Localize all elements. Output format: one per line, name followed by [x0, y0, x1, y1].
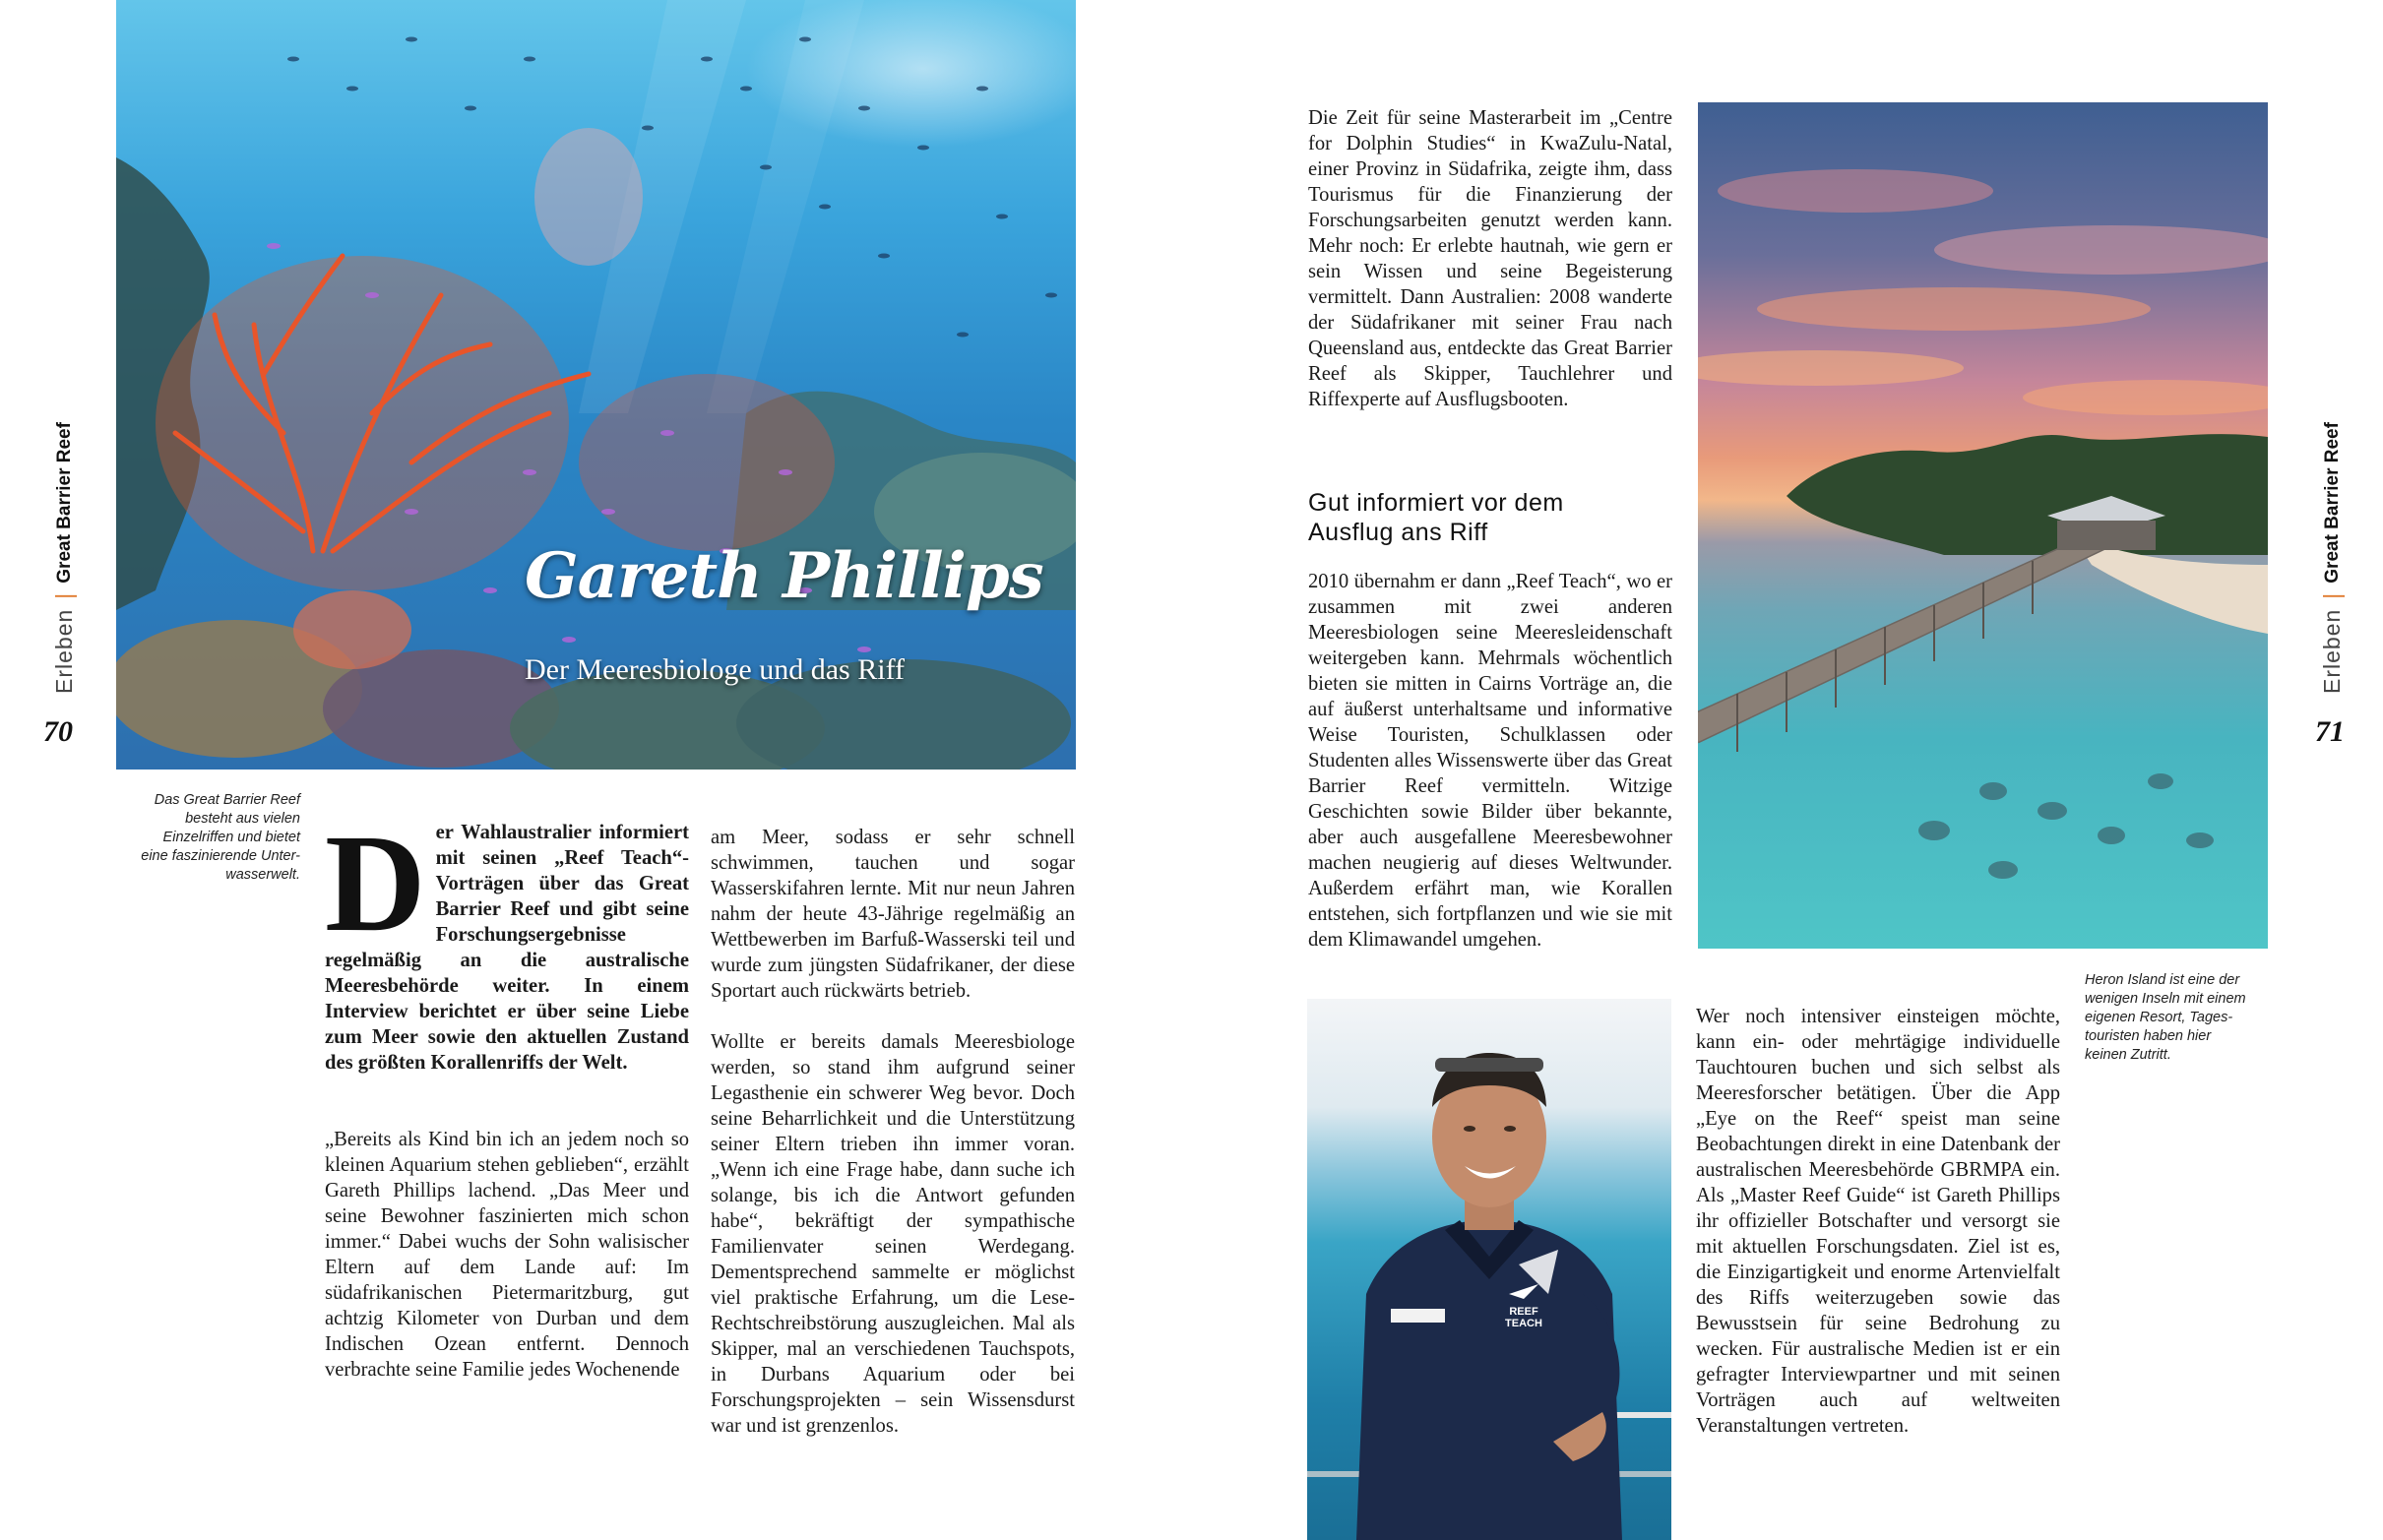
coral-reef-photo [116, 0, 1076, 770]
article-column-3b [1308, 569, 1672, 953]
paragraph: „Bereits als Kind bin ich an jedem noch so kleinen Aquarium stehen geblieben“, erzählt Gareth Phillips lachend. „Das Meer und seine Bewohner faszinierten mich schon immer.“ Dabei wuchs der Sohn walisischer Eltern auf dem Lande auf: Im südafrikanischen Pietermaritzburg, gut achtzig Kilometer von Durban und dem Indischen Ozean entfernt. Dennoch verbrachte seine Familie jedes Wochenende [325, 1129, 689, 1381]
right-section-tab [2319, 422, 2346, 694]
section-label: Erleben [2319, 608, 2345, 694]
topic-label: Great Barrier Reef [2321, 422, 2343, 584]
reef-photo-caption: Das Great Barrier Reef besteht aus vielen Einzelriffen und bietet eine faszinierende Unter- wasserwelt. [141, 792, 300, 883]
paragraph: Die Zeit für seine Masterarbeit im „Centre for Dolphin Studies“ in KwaZulu-Natal, einer Provinz in Südafrika, zeigte ihm, dass Tourismus für die Finanzierung der Forschungsarbeiten genutzt werden kann. Mehr noch: Er erlebte hautnah, wie gern er sein Wissen und seine Begeisterung vermittelt. Dann Australien: 2008 wanderte der Südafrikaner mit seiner Frau nach Queensland aus, entdeckte das Great Barrier Reef als Skipper, Tauchlehrer und Riffexperte auf Ausflugsbooten. [1308, 107, 1672, 410]
heron-island-photo [1698, 102, 2268, 949]
paragraph: am Meer, sodass er sehr schnell schwimmen, tauchen und sogar Wasserskifahren lernte. Mit nur neun Jahren nahm der heute 43-Jährige regelmäßig an Wettbewerben im Barfuß-Wasserski teil und wurde zum jüngsten Südafrikaner, der diese Sportart auch rückwärts betrieb. [711, 827, 1075, 1002]
paragraph: Wollte er bereits damals Meeresbiologe werden, so stand ihm aufgrund seiner Legasthenie ein schwerer Weg bevor. Doch seine Beharrlichkeit und die Unterstützung seiner Eltern trieben ihn immer voran. „Wenn ich eine Frage habe, dann suche ich solange, bis ich die Antwort gefunden habe“, bekräftigt der sympathische Familienvater seinen Werdegang. Dementsprechend sammelte er möglichst viel praktische Erfahrung, um die Lese-Rechtschreibstörung auszugleichen. Mal als Skipper, mal an verschiedenen Tauchspots, in Durbans Aquarium oder bei Forschungsprojekten – sein Wissensdurst war und ist grenzenlos. [711, 1031, 1075, 1437]
shirt-logo: REEF TEACH [1505, 1306, 1542, 1329]
topic-label: Great Barrier Reef [53, 422, 75, 584]
left-section-tab [51, 422, 78, 694]
section-label: Erleben [51, 608, 77, 694]
portrait-illustration [1307, 999, 1671, 1540]
article-column-3 [1308, 105, 1672, 412]
hero-title: Gareth Phillips [525, 539, 1043, 613]
section-divider: | [2319, 592, 2345, 599]
section-heading: Gut informiert vor dem Ausflug ans Riff [1308, 489, 1564, 546]
paragraph: 2010 übernahm er dann „Reef Teach“, wo er zusammen mit zwei anderen Meeresbiologen seine Meeresleidenschaft weitergeben kann. Mehrmals wöchentlich bieten sie mitten in Cairns Vorträge an, die auf äußerst unterhaltsame und informative Weise Touristen, Schulklassen oder Studenten alles Wissenswerte über das Great Barrier Reef vermitteln. Witzige Geschichten sowie Bilder über bekannte, aber auch ausgefallene Meeresbewohner machen neugierig auf dieses Weltwunder. Außerdem erfährt man, wie Korallen entstehen, sich fortpflanzen und wie sie mit dem Klimawandel umgehen. [1308, 571, 1672, 951]
section-divider: | [51, 592, 77, 599]
page-number-right: 71 [2315, 715, 2345, 748]
heron-illustration [1698, 102, 2268, 949]
gareth-phillips-portrait [1307, 999, 1671, 1540]
paragraph: Wer noch intensiver einsteigen möchte, kann ein- oder mehrtägige individuelle Tauchtouren buchen und sich selbst als Meeresforscher betätigen. Über die App „Eye on the Reef“ speist man seine Beobachtungen direkt in eine Datenbank der australischen Meeresbehörde GBRMPA ein. Als „Master Reef Guide“ ist Gareth Phillips ihr offizieller Botschafter und versorgt sie mit aktuellen Forschungsdaten. Ziel ist es, die Einzigartigkeit und enorme Artenvielfalt des Riffs weiterzugeben sowie das Bewusstsein für seine Bedrohung zu wecken. Für australische Medien ist er ein gefragter Interviewpartner und mit seinen Vorträgen auch auf weltweiten Veranstaltungen vertreten. [1696, 1006, 2060, 1437]
intro-paragraph: D er Wahlaustralier informiert mit seinen „Reef Teach“-Vorträgen über das Great Barrier Reef und gibt seine Forschungsergebnisse regelmäßig an die australische Meeresbehörde weiter. In einem Interview berichtet er über seine Liebe zum Meer sowie den aktuellen Zustand des größten Korallenriffs der Welt. [325, 805, 689, 1074]
page-number-left: 70 [43, 715, 73, 748]
article-column-1 [325, 805, 689, 1383]
article-column-2 [711, 825, 1075, 1439]
drop-cap: D [325, 805, 426, 960]
hero-subtitle: Der Meeresbiologe und das Riff [525, 653, 906, 686]
article-column-4 [1696, 1004, 2060, 1439]
heron-photo-caption: Heron Island ist eine der wenigen Inseln mit einem eigenen Resort, Tages- touristen haben hier keinen Zutritt. [2085, 972, 2246, 1063]
